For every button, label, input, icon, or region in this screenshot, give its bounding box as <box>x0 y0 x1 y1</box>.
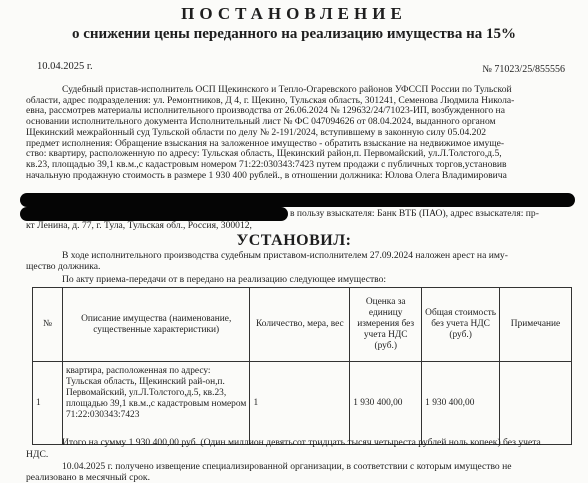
arrest-paragraph <box>26 251 574 272</box>
act-line: По акту приема-передачи от в передано на реализацию следующее имущество: <box>62 274 387 285</box>
arrest-line: щество должника. <box>26 261 101 272</box>
cell-num: 1 <box>33 362 63 445</box>
total-line: Итого на сумму 1 930 400,00 руб. (Один миллион девятьсот тридцать тысяч четыреста рублей ноль копеек) без учета <box>62 437 541 448</box>
intro-line: Судебный пристав-исполнитель ОСП Щекинского и Тепло-Огаревского районов УФССП России по Тульской <box>62 85 512 95</box>
property-table <box>32 287 572 445</box>
intro-line: Щекинский межрайонный суд Тульской области по делу № 2-191/2024, вступившему в законную силу 05.04.202 <box>26 127 487 138</box>
intro-line: евна, рассмотрев материалы исполнительного производства от 26.06.2024 № 129632/24/71023-ИП, возбужденного на <box>26 106 505 117</box>
header-description: Описание имущества (наименование, существенные характеристики) <box>62 288 250 362</box>
redaction-bar <box>20 207 288 221</box>
header-note: Примечание <box>500 288 572 362</box>
document-number: № 71023/25/855556 <box>482 64 565 75</box>
intro-line: основании исполнительного документа Исполнительный лист № ФС 047094626 от 08.04.2024, выданного органом <box>26 117 496 128</box>
document-date: 10.04.2025 г. <box>37 61 93 72</box>
arrest-line: В ходе исполнительного производства судебным приставом-исполнителем 27.09.2024 наложен арест на иму- <box>62 251 508 261</box>
header-unit-price: Оценка за единицу измерения без учета НДС (руб.) <box>350 288 422 362</box>
notice-line: 10.04.2025 г. получено извещение специализированной организации, в соответствии с которым имущество не <box>62 461 512 472</box>
established-heading: УСТАНОВИЛ: <box>236 232 352 249</box>
header-quantity: Количество, мера, вес <box>250 288 350 362</box>
cell-quantity: 1 <box>250 362 350 445</box>
intro-line: предмет исполнения: Обращение взыскания на заложенное имущество - обратить взыскание на недвижимое имуще- <box>26 138 505 149</box>
intro-line: начальную продажную стоимость в размере 1 930 400 рублей., в отношении должника: Юлова Олега Владимировича <box>26 170 507 181</box>
header-num: № <box>33 288 63 362</box>
header-total: Общая стоимость без учета НДС (руб.) <box>422 288 500 362</box>
cell-total: 1 930 400,00 <box>422 362 500 445</box>
intro-line: ство: квартиру, расположенную по адресу: Тульская область, Щекинский район,п. Первомайский, ул.Л.Толстого,д.5, <box>26 149 502 160</box>
notice-line-continued: реализовано в месячный срок. <box>26 472 150 483</box>
document-subtitle: о снижении цены переданного на реализацию имущества на 15% <box>71 26 517 42</box>
document-title: ПОСТАНОВЛЕНИЕ <box>181 4 407 23</box>
intro-line: кв.23, площадью 39,1 кв.м.,с кадастровым номером 71:22:030343:7423 путем продажи с публичных торгов,установив <box>26 159 507 170</box>
intro-paragraph <box>26 85 574 181</box>
cell-note <box>500 362 572 445</box>
table-header-row <box>33 288 572 362</box>
table-row <box>33 362 572 445</box>
total-line-continued: НДС. <box>26 449 49 460</box>
creditor-line: в пользу взыскателя: Банк ВТБ (ПАО), адрес взыскателя: пр- <box>290 208 539 219</box>
cell-description: квартира, расположенная по адресу: Тульская область, Щекинский рай-он,п. Первомайский, ул.Л.Толстого,д.5, кв.23, площадью 39,1 кв.м.,с кадастровым номером 71:22:030343:7423 <box>62 362 250 445</box>
creditor-address-line: кт Ленина, д. 77, г. Тула, Тульская обл., Россия, 300012, <box>26 220 252 231</box>
intro-line: области, адрес подразделения: ул. Ремонтников, Д 4, г. Щекино, Тульская область, 301241, Семенова Людмила Никола- <box>26 95 515 106</box>
cell-unit-price: 1 930 400,00 <box>350 362 422 445</box>
redaction-bar <box>20 193 575 207</box>
